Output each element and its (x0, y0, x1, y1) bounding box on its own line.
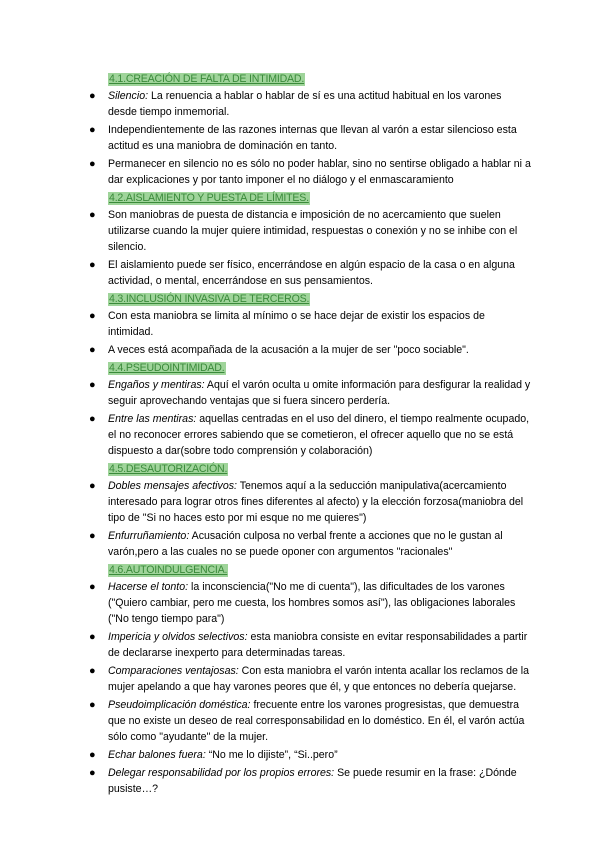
list-item (89, 697, 533, 745)
list-item (89, 156, 533, 188)
item-term: Impericia y olvidos selectivos: (108, 631, 248, 643)
section-5 (89, 461, 533, 560)
item-term: Enfurruñamiento: (108, 530, 190, 542)
list-item (89, 122, 533, 154)
bullet-list (89, 88, 533, 188)
item-term: Silencio: (108, 90, 149, 102)
item-term: Delegar responsabilidad por los propios errores: (108, 767, 335, 779)
section-1 (89, 71, 533, 188)
bullet-list (89, 579, 533, 797)
section-3 (89, 291, 533, 358)
list-item (89, 88, 533, 120)
bullet-list (89, 478, 533, 560)
item-text: El aislamiento puede ser físico, encerrándose en algún espacio de la casa o en alguna actividad, o mental, encerrándose en sus pensamientos. (108, 259, 515, 287)
bullet-icon: ● (89, 749, 96, 761)
bullet-icon: ● (89, 665, 96, 677)
section-heading: 4.2.AISLAMIENTO Y PUESTA DE LÍMITES. (109, 192, 309, 204)
list-item (89, 377, 533, 409)
item-text: frecuente entre los varones progresistas, que demuestra que no existe un deseo de real corresponsabilidad en lo doméstico. En él, el varón actúa sólo como "ayudante" de la mujer. (108, 699, 525, 743)
bullet-icon: ● (89, 90, 96, 102)
list-item (89, 478, 533, 526)
item-text: Con esta maniobra se limita al mínimo o se hace dejar de existir los espacios de intimidad. (108, 310, 485, 338)
item-text: Independientemente de las razones internas que llevan al varón a estar silencioso esta actitud es una maniobra de dominación en tanto. (108, 124, 517, 152)
section-heading: 4.5.DESAUTORIZACIÓN. (109, 463, 228, 475)
item-text: “No me lo dijiste”, “Si..pero” (205, 749, 338, 761)
list-item (89, 747, 533, 763)
item-term: Hacerse el tonto: (108, 581, 189, 593)
item-text: A veces está acompañada de la acusación a la mujer de ser "poco sociable". (108, 344, 469, 356)
item-text: Acusación culposa no verbal frente a acciones que no le gustan al varón,pero a las cuales no se puede oponer con argumentos "racionales" (108, 530, 503, 558)
section-2 (89, 190, 533, 289)
bullet-icon: ● (89, 631, 96, 643)
item-text: Tenemos aquí a la seducción manipulativa(acercamiento interesado para lograr otros fines diferentes al afecto) y la elección forzosa(maniobra del tipo de "Si no haces esto por mi esque no me quieres") (108, 480, 524, 524)
list-item (89, 207, 533, 255)
bullet-list (89, 308, 533, 358)
list-item (89, 528, 533, 560)
bullet-icon: ● (89, 310, 96, 322)
section-heading: 4.1.CREACIÓN DE FALTA DE INTIMIDAD. (109, 73, 305, 85)
item-text: Son maniobras de puesta de distancia e imposición de no acercamiento que suelen utilizarse cuando la mujer quiere intimidad, respuestas o conexión y no se inhibe con el silencio. (108, 209, 518, 253)
item-text: aquellas centradas en el uso del dinero, el tiempo realmente ocupado, el no reconocer errores sabiendo que se cometieron, el ofrecer aquello que no se está dispuesto a dar(sobre todo comprensión y colaboración) (108, 413, 530, 457)
section-heading: 4.6.AUTOINDULGENCIA. (109, 564, 228, 576)
bullet-list (89, 207, 533, 289)
list-item (89, 257, 533, 289)
bullet-icon: ● (89, 480, 96, 492)
bullet-icon: ● (89, 767, 96, 779)
item-text: esta maniobra consiste en evitar responsabilidades a partir de declararse inexperto para determinadas tareas. (108, 631, 528, 659)
item-term: Dobles mensajes afectivos: (108, 480, 237, 492)
item-text: Se puede resumir en la frase: ¿Dónde pusiste…? (108, 767, 517, 795)
bullet-icon: ● (89, 413, 96, 425)
item-term: Entre las mentiras: (108, 413, 197, 425)
section-6 (89, 562, 533, 797)
list-item (89, 308, 533, 340)
list-item (89, 579, 533, 627)
list-item (89, 765, 533, 797)
bullet-icon: ● (89, 158, 96, 170)
bullet-icon: ● (89, 259, 96, 271)
list-item (89, 663, 533, 695)
item-text: la inconsciencia("No me di cuenta"), las dificultades de los varones ("Quiero cambiar, pero me cuesta, los hombres somos así"), las obligaciones laborales ("No tengo tiempo para") (108, 581, 516, 625)
item-text: La renuencia a hablar o hablar de sí es una actitud habitual en los varones desde tiempo inmemorial. (108, 90, 502, 118)
bullet-icon: ● (89, 379, 96, 391)
list-item (89, 629, 533, 661)
bullet-list (89, 377, 533, 459)
bullet-icon: ● (89, 209, 96, 221)
item-term: Echar balones fuera: (108, 749, 206, 761)
section-4 (89, 360, 533, 459)
item-text: Permanecer en silencio no es sólo no poder hablar, sino no sentirse obligado a hablar ni a dar explicaciones y por tanto imponer el no diálogo y el enmascaramiento (108, 158, 531, 186)
item-term: Comparaciones ventajosas: (108, 665, 239, 677)
bullet-icon: ● (89, 124, 96, 136)
item-text: Con esta maniobra el varón intenta acallar los reclamos de la mujer apelando a que hay varones peores que él, y que entonces no debería quejarse. (108, 665, 530, 693)
list-item (89, 411, 533, 459)
document-body (89, 71, 533, 799)
bullet-icon: ● (89, 699, 96, 711)
section-heading: 4.3.INCLUSIÓN INVASIVA DE TERCEROS. (109, 293, 310, 305)
item-term: Pseudoimplicación doméstica: (108, 699, 251, 711)
bullet-icon: ● (89, 530, 96, 542)
item-term: Engaños y mentiras: (108, 379, 205, 391)
bullet-icon: ● (89, 344, 96, 356)
item-text: Aquí el varón oculta u omite información para desfigurar la realidad y seguir aprovechando ventajas que si fuera sincero perdería. (108, 379, 531, 407)
section-heading: 4.4.PSEUDOINTIMIDAD. (109, 362, 225, 374)
bullet-icon: ● (89, 581, 96, 593)
list-item (89, 342, 533, 358)
